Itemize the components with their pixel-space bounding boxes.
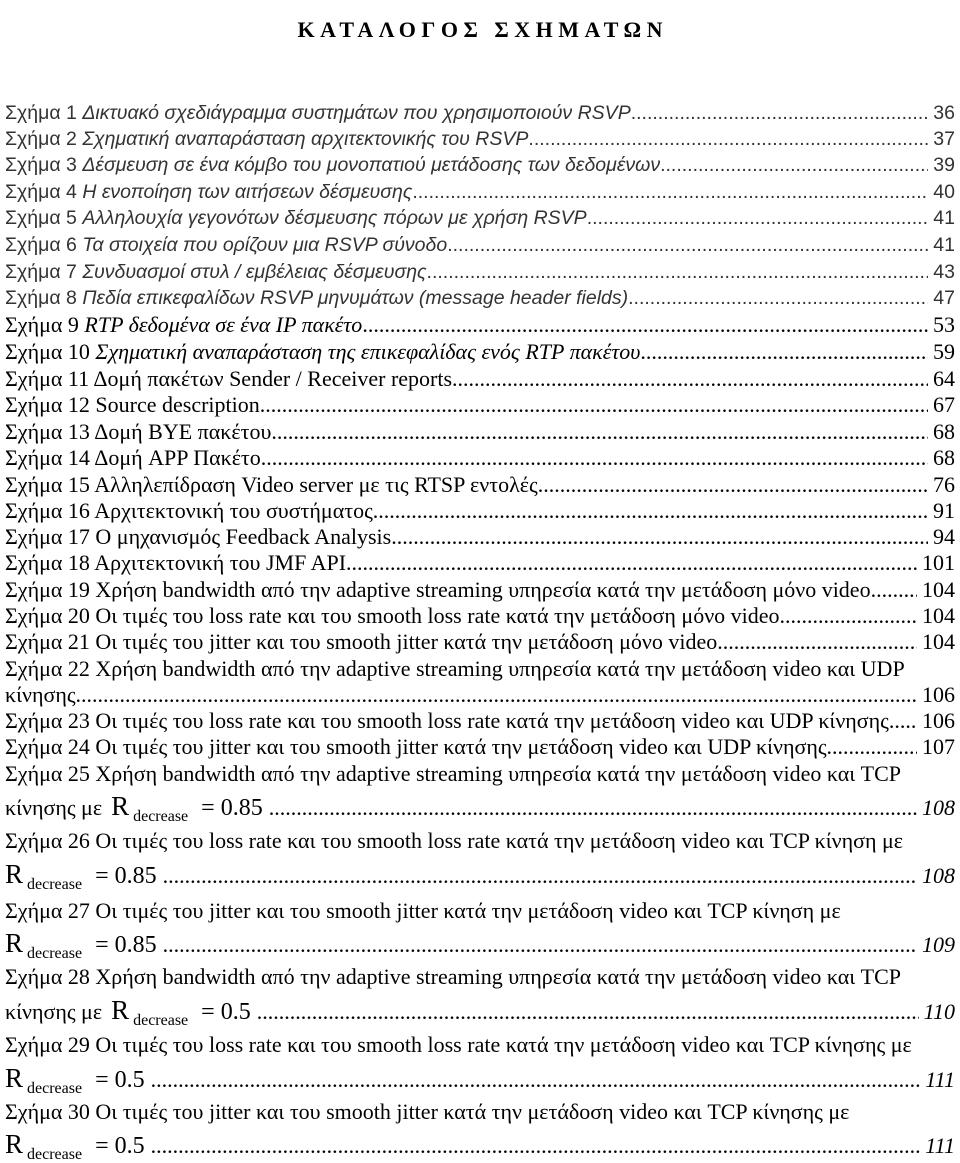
figure-number: Σχήμα 23 <box>5 708 90 733</box>
page-number: 40 <box>933 181 955 203</box>
formula-value: 0.85 <box>220 795 263 821</box>
figure-title-text <box>5 550 346 576</box>
figure-number: Σχήμα 19 <box>5 577 90 602</box>
formula-symbol: R <box>111 792 130 821</box>
page-number: 107 <box>922 734 955 759</box>
figure-entry <box>5 366 955 392</box>
page-number: 39 <box>933 154 955 176</box>
dot-leader <box>538 472 928 498</box>
page-number: 53 <box>933 312 955 337</box>
figure-title-text <box>5 498 373 524</box>
formula-value: 0.85 <box>114 863 157 889</box>
figure-caption: RTP δεδομένα σε ένα IP πακέτο <box>84 312 363 337</box>
figure-number: Σχήμα 8 <box>5 287 77 309</box>
page-number: 110 <box>923 999 955 1024</box>
page-number: 76 <box>933 472 955 497</box>
formula <box>5 860 157 892</box>
dot-leader <box>447 232 928 258</box>
dot-leader <box>660 152 928 178</box>
figure-caption: Η ενοποίηση των αιτήσεων δέσμευσης <box>82 181 413 203</box>
formula-value: 0.85 <box>114 932 157 958</box>
formula-value: 0.5 <box>114 1067 145 1093</box>
page-number: 36 <box>933 102 955 124</box>
formula-subscript: decrease <box>27 945 83 961</box>
dot-leader <box>717 629 917 655</box>
formula-operator: = <box>201 999 215 1025</box>
figure-number: Σχήμα 27 <box>5 898 90 923</box>
figure-title-text <box>5 339 640 365</box>
figure-caption: Σχηματική αναπαράσταση της επικεφαλίδας ενός RTP πακέτου <box>95 339 641 364</box>
figure-title-text <box>5 179 412 205</box>
figure-number: Σχήμα 25 <box>5 761 90 786</box>
formula <box>5 1130 145 1162</box>
page-number: 68 <box>933 419 955 444</box>
formula-subscript: decrease <box>27 876 83 892</box>
figure-number: Σχήμα 11 <box>5 366 90 391</box>
figure-title-text <box>5 126 528 152</box>
figure-caption-continuation: κίνησης με <box>5 795 103 820</box>
formula-operator: = <box>201 795 215 821</box>
dot-leader <box>163 860 917 892</box>
figure-number: Σχήμα 13 <box>5 419 90 444</box>
figure-entry <box>5 339 955 365</box>
page-number: 47 <box>933 287 955 309</box>
formula-value: 0.5 <box>114 1133 145 1159</box>
figure-entry <box>5 126 955 152</box>
figure-caption: Οι τιμές του loss rate και του smooth loss rate κατά την μετάδοση video και UDP κίνησης <box>95 708 889 733</box>
dot-leader <box>261 445 928 471</box>
figure-title-text <box>5 366 452 392</box>
figure-entry <box>5 312 955 338</box>
page-number: 106 <box>922 708 955 733</box>
figure-caption: Source description <box>95 392 260 417</box>
figure-title-text <box>5 603 780 629</box>
figure-caption: Τα στοιχεία που ορίζουν μια RSVP σύνοδο <box>82 234 448 256</box>
page-number: 108 <box>922 795 955 820</box>
figure-entry-continuation <box>5 929 955 961</box>
figure-caption-continuation: κίνησης με <box>5 999 103 1024</box>
page-number: 59 <box>933 339 955 364</box>
formula-symbol: R <box>5 860 24 889</box>
formula-operator: = <box>95 1067 109 1093</box>
dot-leader <box>260 392 928 418</box>
figure-title-text <box>5 1099 849 1125</box>
figure-title-text <box>5 472 538 498</box>
figure-entry <box>5 550 955 576</box>
figure-entry <box>5 205 955 231</box>
figure-title-text <box>5 524 391 550</box>
figure-number: Σχήμα 20 <box>5 603 90 628</box>
figure-number: Σχήμα 2 <box>5 128 77 150</box>
figure-number: Σχήμα 12 <box>5 392 90 417</box>
figure-title-text <box>5 419 271 445</box>
figure-entry <box>5 524 955 550</box>
page-number: 104 <box>922 603 955 628</box>
figure-entry <box>5 392 955 418</box>
formula-symbol: R <box>5 1064 24 1093</box>
figure-number: Σχήμα 15 <box>5 472 90 497</box>
figure-number: Σχήμα 18 <box>5 550 90 575</box>
figure-title-text <box>5 629 717 655</box>
formula-operator: = <box>95 1133 109 1159</box>
dot-leader <box>346 550 917 576</box>
formula <box>5 929 157 961</box>
figure-title-text <box>5 232 447 258</box>
dot-leader <box>827 734 917 760</box>
figure-entry <box>5 1032 955 1058</box>
figure-number: Σχήμα 22 <box>5 656 90 681</box>
dot-leader <box>889 708 917 734</box>
figure-number: Σχήμα 29 <box>5 1032 90 1057</box>
dot-leader <box>269 792 917 824</box>
page-number: 64 <box>933 366 955 391</box>
formula-subscript: decrease <box>27 1146 83 1162</box>
figure-entry <box>5 964 955 990</box>
figure-caption: Χρήση bandwidth από την adaptive streaming υπηρεσία κατά την μετάδοση video και TCP <box>95 761 902 786</box>
figure-caption: Ο μηχανισμός Feedback Analysis <box>95 524 392 549</box>
figure-caption: Σχηματική αναπαράσταση αρχιτεκτονικής του RSVP <box>82 128 529 150</box>
figure-entry <box>5 577 955 603</box>
figure-number: Σχήμα 24 <box>5 734 90 759</box>
figure-entry <box>5 603 955 629</box>
figure-caption: Δομή APP Πακέτο <box>94 445 261 470</box>
figure-entry-continuation <box>5 1130 955 1162</box>
dot-leader <box>427 259 929 285</box>
figure-title-text <box>5 898 841 924</box>
dot-leader <box>871 577 917 603</box>
figure-title-text <box>5 734 827 760</box>
formula-subscript: decrease <box>133 1012 189 1028</box>
figure-entry <box>5 629 955 655</box>
page-number: 101 <box>922 550 955 575</box>
page-number: 91 <box>933 498 955 523</box>
dot-leader <box>271 419 928 445</box>
figure-entry-continuation <box>5 860 955 892</box>
formula-operator: = <box>95 932 109 958</box>
figure-entry <box>5 761 955 787</box>
dot-leader <box>452 366 928 392</box>
figure-caption: Οι τιμές του jitter και του smooth jitter κατά την μετάδοση video και UDP κίνησης <box>95 734 827 759</box>
figure-title-text <box>5 577 871 603</box>
page-number: 109 <box>922 932 955 957</box>
page-number: 41 <box>933 207 955 229</box>
figure-entry <box>5 708 955 734</box>
figure-number: Σχήμα 16 <box>5 498 90 523</box>
page-number: 67 <box>933 392 955 417</box>
dot-leader <box>163 929 917 961</box>
dot-leader <box>587 205 929 231</box>
figure-caption: Αλληλουχία γεγονότων δέσμευσης πόρων με χρήση RSVP <box>82 207 587 229</box>
figure-entry-continuation <box>5 996 955 1028</box>
page-number: 111 <box>925 1067 955 1092</box>
figure-caption: Αρχιτεκτονική του συστήματος <box>94 498 373 523</box>
figure-caption: Οι τιμές του loss rate και του smooth loss rate κατά την μετάδοση μόνο video <box>95 603 780 628</box>
figure-entry <box>5 898 955 924</box>
figure-title-text <box>5 392 260 418</box>
page-number: 104 <box>922 629 955 654</box>
figure-number: Σχήμα 28 <box>5 964 90 989</box>
figure-caption: Αλληλεπίδραση Video server με τις RTSP εντολές <box>94 472 538 497</box>
dot-leader <box>631 100 929 126</box>
formula-subscript: decrease <box>27 1080 83 1096</box>
figure-title-text <box>5 445 261 471</box>
figure-caption: Χρήση bandwidth από την adaptive streaming υπηρεσία κατά την μετάδοση video και UDP <box>95 656 905 681</box>
figure-title-text <box>5 1032 912 1058</box>
figure-entry <box>5 285 955 311</box>
figure-entry <box>5 734 955 760</box>
figure-number: Σχήμα 6 <box>5 234 77 256</box>
page-number: 106 <box>922 682 955 707</box>
figure-caption: Χρήση bandwidth από την adaptive streaming υπηρεσία κατά την μετάδοση μόνο video <box>95 577 871 602</box>
figure-caption: Χρήση bandwidth από την adaptive streaming υπηρεσία κατά την μετάδοση video και TCP <box>95 964 902 989</box>
figure-entry <box>5 100 955 126</box>
figure-title-text <box>5 312 362 338</box>
figure-caption: Οι τιμές του jitter και του smooth jitter κατά την μετάδοση video και TCP κίνηση με <box>95 898 841 923</box>
figure-caption: Πεδία επικεφαλίδων RSVP μηνυμάτων (message header fields) <box>82 287 629 309</box>
figure-caption: Οι τιμές του loss rate και του smooth loss rate κατά την μετάδοση video και TCP κίνησης με <box>95 1032 912 1057</box>
formula-subscript: decrease <box>133 808 189 824</box>
figure-caption: Οι τιμές του loss rate και του smooth loss rate κατά την μετάδοση video και TCP κίνηση με <box>95 828 904 853</box>
formula-symbol: R <box>5 1130 24 1159</box>
figure-entry-continuation <box>5 679 955 711</box>
figure-caption: Δομή BYE πακέτου <box>94 419 272 444</box>
figure-number: Σχήμα 5 <box>5 207 77 229</box>
figure-caption: Δομή πακέτων Sender / Receiver reports <box>93 366 453 391</box>
formula-value: 0.5 <box>220 999 251 1025</box>
page-number: 108 <box>922 863 955 888</box>
figure-entry <box>5 828 955 854</box>
dot-leader <box>362 312 928 338</box>
figure-caption: Δέσμευση σε ένα κόμβο του μονοπατιού μετάδοσης των δεδομένων <box>82 154 661 176</box>
formula-symbol: R <box>111 996 130 1025</box>
figure-caption: Δικτυακό σχεδιάγραμμα συστημάτων που χρησιμοποιούν RSVP <box>82 102 631 124</box>
figure-title-text <box>5 828 903 854</box>
figure-entry <box>5 419 955 445</box>
figure-number: Σχήμα 26 <box>5 828 90 853</box>
page-number: 94 <box>933 524 955 549</box>
page-number: 43 <box>933 261 955 283</box>
page-title: ΚΑΤΑΛΟΓΟΣ ΣΧΗΜΑΤΩΝ <box>297 17 669 42</box>
dot-leader <box>151 1130 921 1162</box>
figure-caption: Αρχιτεκτονική του JMF API <box>94 550 347 575</box>
figure-entry <box>5 232 955 258</box>
figure-number: Σχήμα 4 <box>5 181 77 203</box>
figure-entry <box>5 1099 955 1125</box>
figure-caption: Οι τιμές του jitter και του smooth jitter κατά την μετάδοση video και TCP κίνησης με <box>95 1099 850 1124</box>
figure-entry <box>5 472 955 498</box>
figure-title-text <box>5 100 631 126</box>
figure-number: Σχήμα 14 <box>5 445 90 470</box>
figure-entry <box>5 259 955 285</box>
formula <box>111 792 263 824</box>
figure-entry-continuation <box>5 792 955 824</box>
dot-leader <box>373 498 928 524</box>
page-number: 68 <box>933 445 955 470</box>
figure-number: Σχήμα 3 <box>5 154 77 176</box>
figure-title-text <box>5 152 660 178</box>
figure-number: Σχήμα 10 <box>5 339 90 364</box>
figure-title-text <box>5 708 889 734</box>
figure-entry-continuation <box>5 1064 955 1096</box>
dot-leader <box>780 603 917 629</box>
figure-title-text <box>5 205 587 231</box>
figure-caption: Οι τιμές του jitter και του smooth jitter κατά την μετάδοση μόνο video <box>95 629 718 654</box>
figure-title-text <box>5 761 901 787</box>
figure-number: Σχήμα 17 <box>5 524 90 549</box>
dot-leader <box>412 179 928 205</box>
dot-leader <box>391 524 928 550</box>
dot-leader <box>257 996 919 1028</box>
formula <box>111 996 251 1028</box>
page-number: 111 <box>925 1133 955 1158</box>
figure-caption: Συνδυασμοί στυλ / εμβέλειας δέσμευσης <box>82 261 427 283</box>
dot-leader <box>76 679 917 711</box>
page-number: 41 <box>933 234 955 256</box>
dot-leader <box>640 339 928 365</box>
page-number: 104 <box>922 577 955 602</box>
figure-number: Σχήμα 9 <box>5 312 79 337</box>
figure-entry <box>5 179 955 205</box>
figure-number: Σχήμα 30 <box>5 1099 90 1124</box>
figure-title-text <box>5 259 427 285</box>
figure-entry <box>5 152 955 178</box>
figure-entry <box>5 445 955 471</box>
figure-number: Σχήμα 21 <box>5 629 90 654</box>
figure-title-text <box>5 964 901 990</box>
figure-title-text <box>5 285 628 311</box>
figure-number: Σχήμα 7 <box>5 261 77 283</box>
dot-leader <box>528 126 928 152</box>
figure-entry <box>5 498 955 524</box>
figure-number: Σχήμα 1 <box>5 102 77 124</box>
dot-leader <box>628 285 928 311</box>
figure-caption-continuation: κίνησης <box>5 682 76 707</box>
formula <box>5 1064 145 1096</box>
page-number: 37 <box>933 128 955 150</box>
formula-operator: = <box>95 863 109 889</box>
formula-symbol: R <box>5 929 24 958</box>
dot-leader <box>151 1064 921 1096</box>
